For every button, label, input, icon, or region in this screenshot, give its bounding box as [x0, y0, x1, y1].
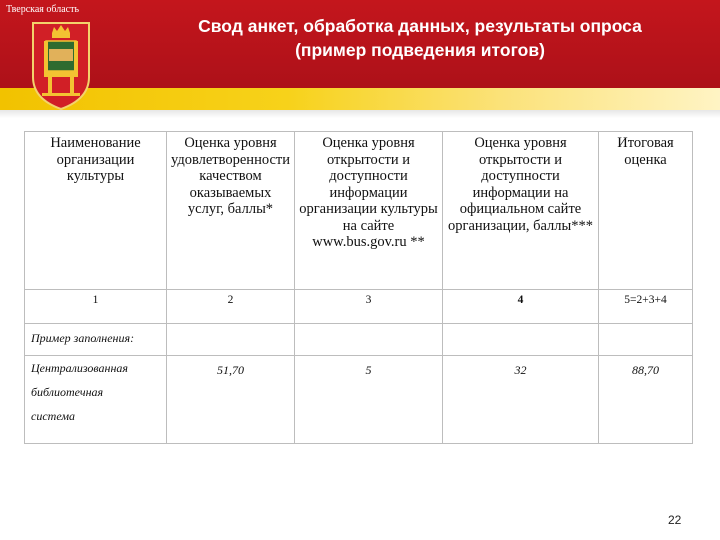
page-title: [140, 14, 700, 62]
results-table-grid: [24, 131, 693, 444]
org-name-line: Централизованная: [31, 361, 128, 375]
header-cell-total: Итоговая оценка: [599, 132, 693, 290]
header-cell-bus-gov: Оценка уровня открытости и доступности информации организации культуры на сайте www.bus.gov.ru **: [295, 132, 443, 290]
column-number: 2: [167, 290, 295, 324]
total-value: 88,70: [599, 356, 693, 444]
title-line-2: (пример подведения итогов): [295, 40, 545, 60]
column-numbers-row: [25, 290, 693, 324]
org-name-line: библиотечная: [31, 385, 104, 399]
sample-label: Пример заполнения:: [25, 324, 167, 356]
empty-cell: [167, 324, 295, 356]
table-header-row: [25, 132, 693, 290]
sample-row: [25, 324, 693, 356]
header-cell-org: Наименование организации культуры: [25, 132, 167, 290]
header-shadow: [0, 110, 720, 118]
column-number: 5=2+3+4: [599, 290, 693, 324]
empty-cell: [295, 324, 443, 356]
header-yellow-stripe: [0, 88, 720, 110]
official-site-value: 32: [443, 356, 599, 444]
column-number: 3: [295, 290, 443, 324]
title-line-1: Свод анкет, обработка данных, результаты опроса: [198, 16, 642, 36]
tver-coat-of-arms-icon: [30, 19, 92, 111]
org-name-cell: [25, 356, 167, 444]
bus-gov-value: 5: [295, 356, 443, 444]
page-number: 22: [668, 513, 682, 527]
header-cell-satisfaction: Оценка уровня удовлетворенности качеством оказываемых услуг, баллы*: [167, 132, 295, 290]
table-row: [25, 356, 693, 444]
empty-cell: [443, 324, 599, 356]
column-number: 1: [25, 290, 167, 324]
satisfaction-value: 51,70: [167, 356, 295, 444]
empty-cell: [599, 324, 693, 356]
org-name-line: система: [31, 409, 76, 423]
region-name: Тверская область: [6, 4, 80, 15]
results-table: [24, 131, 692, 443]
column-number: 4: [443, 290, 599, 324]
header-cell-official-site: Оценка уровня открытости и доступности информации на официальном сайте организации, баллы***: [443, 132, 599, 290]
